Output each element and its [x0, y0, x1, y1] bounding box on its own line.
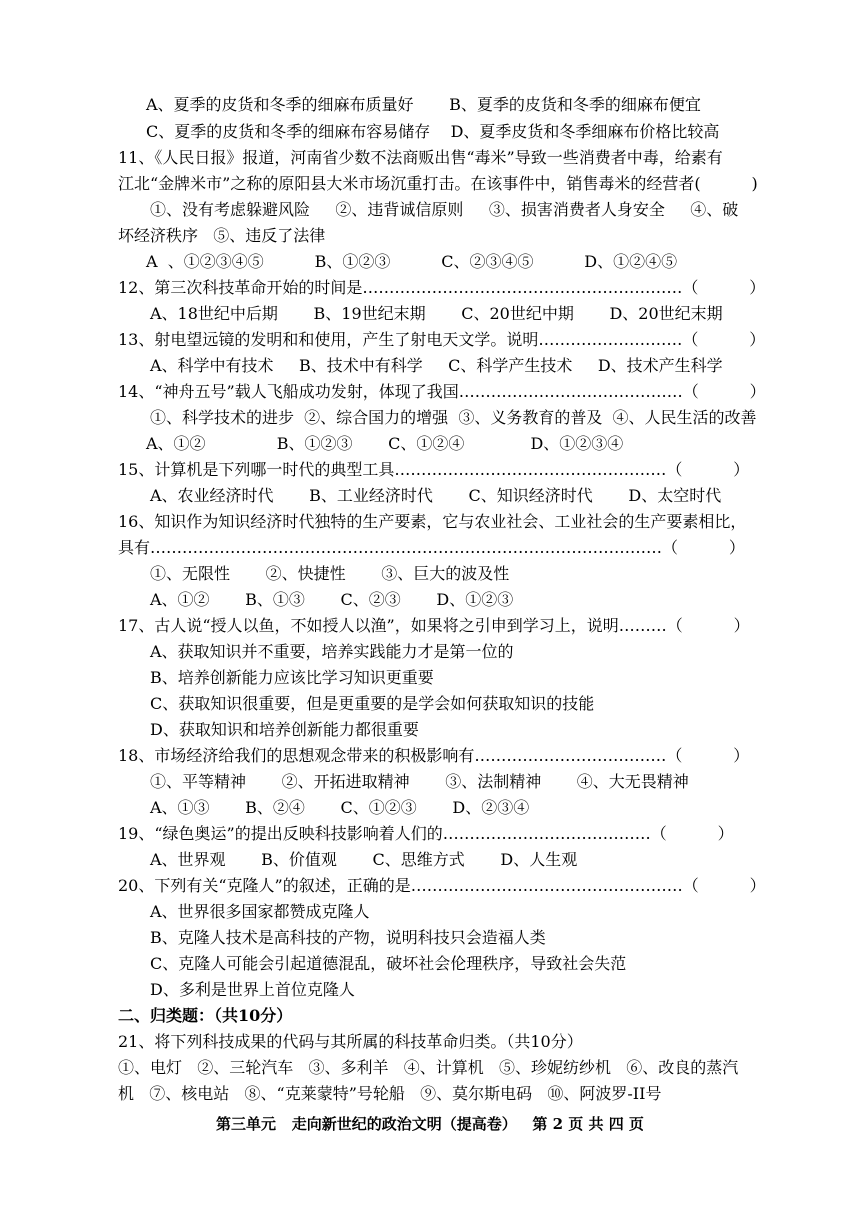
text-line: ①、平等精神 ②、开拓进取精神 ③、法制精神 ④、大无畏精神	[150, 772, 689, 791]
text-line: 12、第三次科技革命开始的时间是……………………………………………………（ ）	[118, 278, 766, 297]
text-line: 江北“金牌米市”之称的原阳县大米市场沉重打击。在该事件中，销售毒米的经营者( )	[118, 174, 758, 193]
text-line: A、世界很多国家都赞成克隆人	[150, 902, 370, 921]
text-line: 18、市场经济给我们的思想观念带来的积极影响有………………………………（ ）	[118, 746, 750, 765]
text-line: A 、①②③④⑤ B、①②③ C、②③④⑤ D、①②④⑤	[146, 252, 678, 271]
text-line: 11、《人民日报》报道，河南省少数不法商贩出售“毒米”导致一些消费者中毒，给素有	[118, 148, 723, 167]
text-line: ①、没有考虑躲避风险 ②、违背诚信原则 ③、损害消费者人身安全 ④、破	[150, 200, 739, 219]
text-line: 21、将下列科技成果的代码与其所属的科技革命归类。（共10分）	[118, 1032, 583, 1051]
text-line: ①、电灯 ②、三轮汽车 ③、多利羊 ④、计算机 ⑤、珍妮纺纱机 ⑥、改良的蒸汽	[118, 1058, 739, 1077]
text-line: A、世界观 B、价值观 C、思维方式 D、人生观	[150, 850, 578, 869]
text-line: 16、知识作为知识经济时代独特的生产要素，它与农业社会、工业社会的生产要素相比，	[118, 512, 747, 531]
text-line: D、多利是世界上首位克隆人	[150, 980, 355, 999]
text-line: A、①② B、①③ C、②③ D、①②③	[150, 590, 514, 609]
text-line: D、获取知识和培养创新能力都很重要	[150, 720, 419, 739]
text-line: B、培养创新能力应该比学习知识更重要	[150, 668, 434, 687]
text-line: A、①③ B、②④ C、①②③ D、②③④	[150, 798, 530, 817]
text-line: A、获取知识并不重要，培养实践能力才是第一位的	[150, 642, 514, 661]
page-footer: 第三单元 走向新世纪的政治文明（提高卷） 第 2 页 共 四 页	[216, 1115, 644, 1133]
text-line: ①、无限性 ②、快捷性 ③、巨大的波及性	[150, 564, 510, 583]
text-line: 14、“神舟五号”载人飞船成功发射，体现了我国……………………………………（ ）	[118, 382, 766, 401]
text-line: C、获取知识很重要，但是更重要的是学会如何获取知识的技能	[150, 694, 595, 713]
text-line: A、18世纪中后期 B、19世纪末期 C、20世纪中期 D、20世纪末期	[150, 304, 723, 323]
text-line: 具有……………………………………………………………………………………（ ）	[118, 538, 745, 557]
text-line: A、①② B、①②③ C、①②④ D、①②③④	[146, 434, 624, 453]
text-line: A、夏季的皮货和冬季的细麻布质量好 B、夏季的皮货和冬季的细麻布便宜	[146, 95, 701, 114]
text-line: 19、“绿色奥运”的提出反映科技影响着人们的…………………………………（ ）	[118, 824, 734, 843]
text-line: B、克隆人技术是高科技的产物，说明科技只会造福人类	[150, 928, 546, 947]
text-line: 二、归类题：（共10分）	[118, 1006, 293, 1025]
text-line: 坏经济秩序 ⑤、违反了法律	[118, 226, 326, 245]
text-line: 17、古人说“授人以鱼，不如授人以渔”，如果将之引申到学习上，说明………（ ）	[118, 616, 750, 635]
text-line: C、夏季的皮货和冬季的细麻布容易储存 D、夏季皮货和冬季细麻布价格比较高	[146, 122, 720, 141]
text-line: 20、下列有关“克隆人”的叙述，正确的是……………………………………………（ ）	[118, 876, 766, 895]
text-line: A、农业经济时代 B、工业经济时代 C、知识经济时代 D、太空时代	[150, 486, 722, 505]
text-line: C、克隆人可能会引起道德混乱，破坏社会伦理秩序，导致社会失范	[150, 954, 627, 973]
text-line: 机 ⑦、核电站 ⑧、“克莱蒙特”号轮船 ⑨、莫尔斯电码 ⑩、阿波罗-II号	[118, 1084, 662, 1103]
text-line: A、科学中有技术 B、技术中有科学 C、科学产生技术 D、技术产生科学	[150, 356, 723, 375]
text-line: 13、射电望远镜的发明和和使用，产生了射电天文学。说明………………………（ ）	[118, 330, 766, 349]
text-line: ①、科学技术的进步 ②、综合国力的增强 ③、义务教育的普及 ④、人民生活的改善	[150, 408, 757, 427]
text-line: 15、计算机是下列哪一时代的典型工具……………………………………………（ ）	[118, 460, 750, 479]
